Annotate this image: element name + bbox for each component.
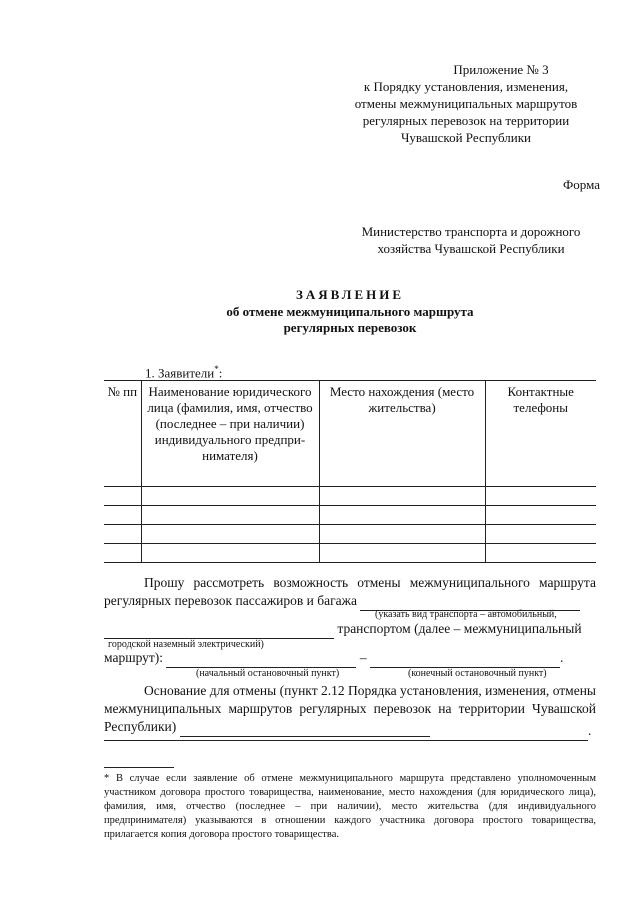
table-cell[interactable]: [104, 525, 141, 544]
transport-hint-2: городской наземный электрический): [108, 639, 264, 650]
transport-hint: (указать вид транспорта – автомобильный,: [375, 609, 557, 620]
table-cell[interactable]: [104, 487, 141, 506]
request-line3: [104, 649, 596, 668]
ministry-line: хозяйства Чувашской Республики: [377, 241, 565, 256]
footnote-mark: *: [104, 773, 110, 784]
appendix-line: регулярных перевозок на территории: [362, 113, 570, 128]
request-paragraph: [104, 574, 596, 611]
route-dash: –: [359, 650, 367, 665]
table-header-row: [104, 381, 596, 487]
basis-period: .: [588, 723, 592, 738]
col-header-phones: Контактные телефоны: [485, 381, 596, 487]
col-header-name: Наименование юридического лица (фамилия, имя, отчество (последнее – при наличии) индивидуального предпринимателя): [141, 381, 319, 487]
table-cell[interactable]: [485, 487, 596, 506]
table-cell[interactable]: [485, 544, 596, 563]
applicants-label: [145, 364, 222, 381]
footnote: [104, 772, 596, 842]
applicants-colon: :: [218, 365, 223, 381]
table-row: [104, 525, 596, 544]
table-cell[interactable]: [141, 506, 319, 525]
form-label: Форма: [563, 177, 600, 192]
table-row: [104, 544, 596, 563]
applicants-table: [104, 380, 596, 563]
document-title: [0, 287, 640, 303]
table-cell[interactable]: [485, 506, 596, 525]
end-stop-hint: (конечный остановочный пункт): [408, 668, 547, 679]
basis-text: Основание для отмены (пункт 2.12 Порядка установления, изменения, отмены межмуниципальных маршрутов регулярных перевозок на территории Чувашской Республики): [104, 683, 596, 734]
table-cell[interactable]: [319, 525, 485, 544]
request-line2: [104, 620, 596, 639]
request-text3: маршрут):: [104, 650, 164, 665]
start-stop-field[interactable]: [166, 649, 356, 668]
table-row: [104, 487, 596, 506]
table-cell[interactable]: [141, 487, 319, 506]
start-stop-hint: (начальный остановочный пункт): [196, 668, 340, 679]
title-sub-line2: регулярных перевозок: [283, 320, 417, 335]
transport-type-field-2[interactable]: [104, 620, 334, 639]
end-stop-field[interactable]: [370, 649, 560, 668]
table-cell[interactable]: [141, 525, 319, 544]
appendix-line: отмены межмуниципальных маршрутов: [354, 96, 578, 111]
footnote-ref: *: [214, 364, 219, 374]
request-text2: транспортом (далее – межмуниципальный: [337, 621, 582, 636]
col-header-location: Место нахождения (место жительства): [319, 381, 485, 487]
footnote-divider: [104, 767, 174, 768]
appendix-block: [330, 61, 602, 146]
ministry-addressee: [340, 223, 602, 257]
table-cell[interactable]: [319, 487, 485, 506]
request-period: .: [559, 650, 564, 665]
basis-field-2[interactable]: [104, 722, 588, 741]
footnote-text: В случае если заявление об отмене межмуниципального маршрута представлено уполномоченным участником договора простого товарищества, наименование, место нахождения (для юридического лица), фамилия, имя, отчество (последнее – при наличии), место жительства (для индивидуального предпринимателя) указываются в отношении каждого участника договора простого товарищества, прилагается копия договора простого товарищества.: [104, 773, 596, 840]
request-text1: Прошу рассмотреть возможность отмены межмуниципального маршрута регулярных перевозок пассажиров и багажа: [104, 575, 596, 608]
applicants-label-text: 1. Заявители: [145, 365, 215, 381]
ministry-line: Министерство транспорта и дорожного: [361, 224, 581, 239]
title-sub-line1: об отмене межмуниципального маршрута: [226, 304, 474, 319]
appendix-line: к Порядку установления, изменения,: [363, 79, 569, 94]
appendix-line: Чувашской Республики: [400, 130, 532, 145]
table-cell[interactable]: [485, 525, 596, 544]
table-cell[interactable]: [319, 506, 485, 525]
title-main: ЗАЯВЛЕНИЕ: [295, 287, 405, 302]
table-row: [104, 506, 596, 525]
col-header-number: № пп: [104, 381, 141, 487]
table-cell[interactable]: [319, 544, 485, 563]
table-cell[interactable]: [104, 544, 141, 563]
appendix-number: Приложение № 3: [453, 62, 549, 77]
table-cell[interactable]: [141, 544, 319, 563]
table-cell[interactable]: [104, 506, 141, 525]
basis-line2: [104, 722, 596, 741]
